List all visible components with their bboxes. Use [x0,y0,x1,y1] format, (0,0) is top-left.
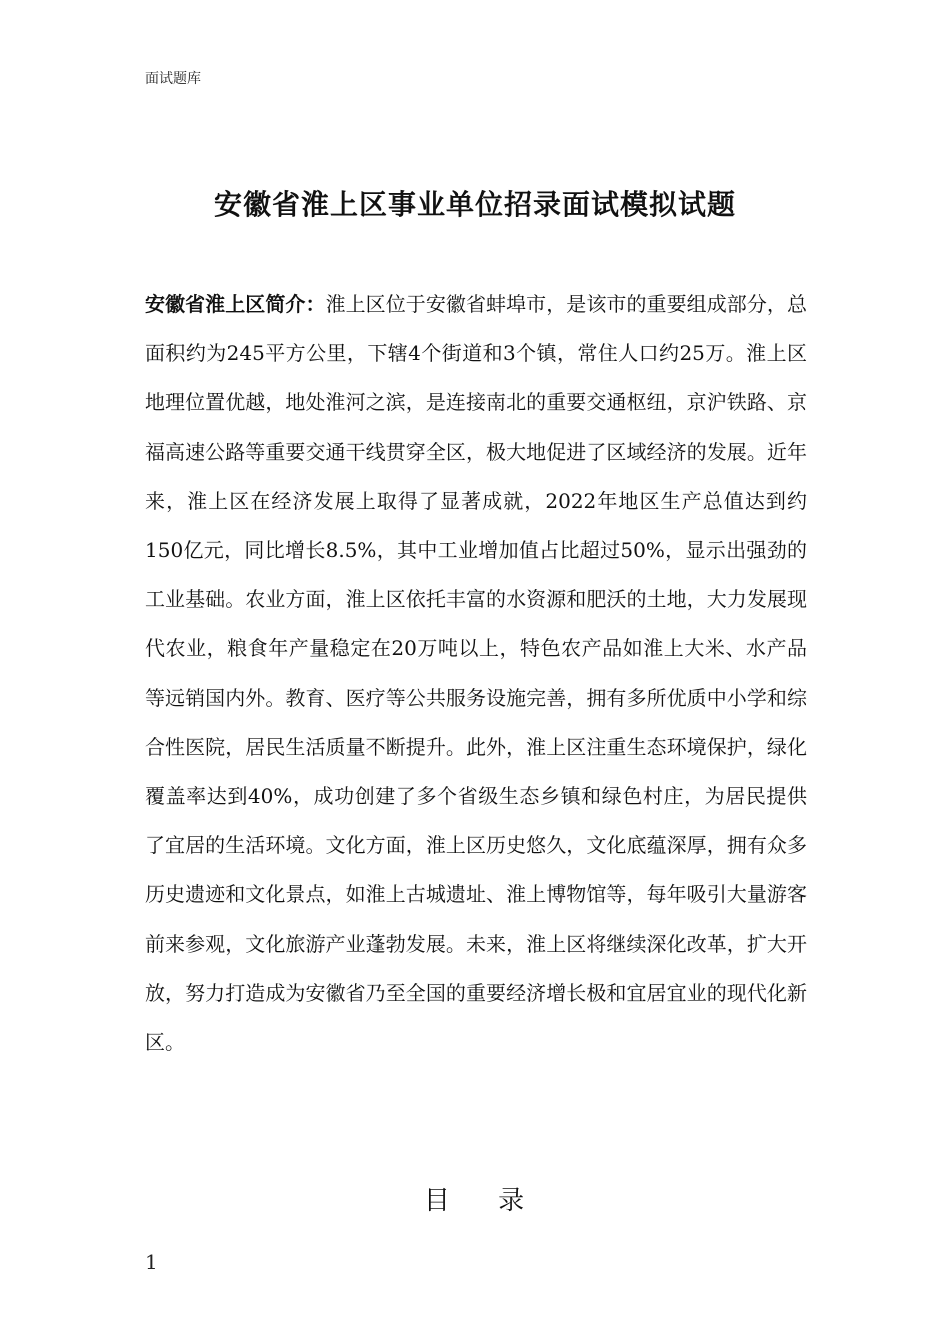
intro-lead: 安徽省淮上区简介： [145,292,326,316]
page-header: 面试题库 [145,71,201,87]
intro-paragraph [145,280,807,1067]
document-title: 安徽省淮上区事业单位招录面试模拟试题 [213,188,736,221]
intro-body: 淮上区位于安徽省蚌埠市，是该市的重要组成部分，总面积约为245平方公里，下辖4个街道和3个镇，常住人口约25万。淮上区地理位置优越，地处淮河之滨，是连接南北的重要交通枢纽，京沪铁路、京福高速公路等重要交通干线贯穿全区，极大地促进了区域经济的发展。近年来，淮上区在经济发展上取得了显著成就，2022年地区生产总值达到约150亿元，同比增长8.5%，其中工业增加值占比超过50%，显示出强劲的工业基础。农业方面，淮上区依托丰富的水资源和肥沃的土地，大力发展现代农业，粮食年产量稳定在20万吨以上，特色农产品如淮上大米、水产品等远销国内外。教育、医疗等公共服务设施完善，拥有多所优质中小学和综合性医院，居民生活质量不断提升。此外，淮上区注重生态环境保护，绿化覆盖率达到40%，成功创建了多个省级生态乡镇和绿色村庄，为居民提供了宜居的生活环境。文化方面，淮上区历史悠久，文化底蕴深厚，拥有众多历史遗迹和文化景点，如淮上古城遗址、淮上博物馆等，每年吸引大量游客前来参观，文化旅游产业蓬勃发展。未来，淮上区将继续深化改革，扩大开放，努力打造成为安徽省乃至全国的重要经济增长极和宜居宜业的现代化新区。 [145,292,807,1055]
page-number: 1 [145,1250,158,1274]
table-of-contents-heading: 目 录 [423,1186,527,1216]
